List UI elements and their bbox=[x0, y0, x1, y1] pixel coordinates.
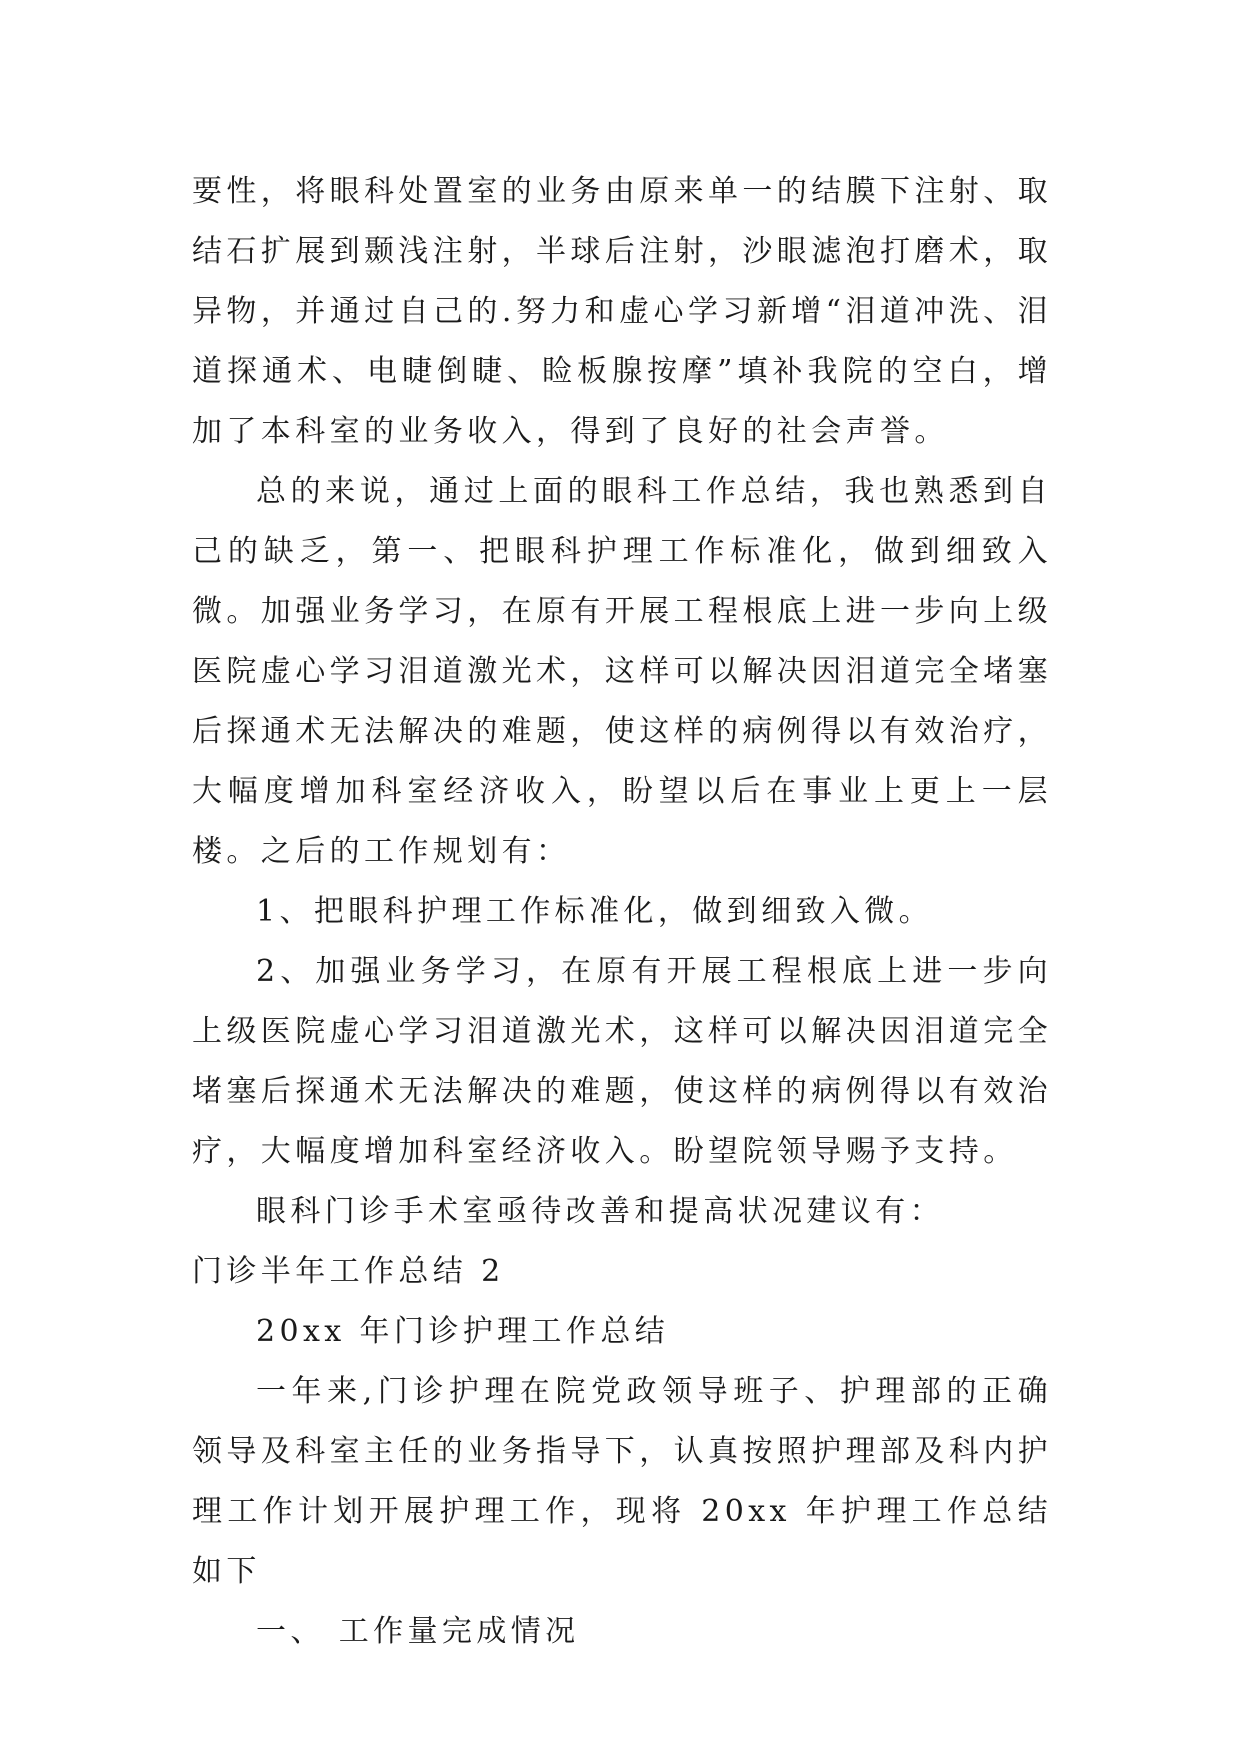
report-title: 20xx 年门诊护理工作总结 bbox=[256, 1314, 670, 1349]
document-page bbox=[192, 162, 1052, 1662]
paragraph-introduction: 一年来,门诊护理在院党政领导班子、护理部的正确领导及科室主任的业务指导下，认真按照护理部及科内护理工作计划开展护理工作，现将 20xx 年护理工作总结如下 bbox=[192, 1374, 1052, 1589]
plan-item-1: 1、把眼科护理工作标准化，做到细致入微。 bbox=[256, 894, 934, 929]
section-title: 门诊半年工作总结 2 bbox=[192, 1254, 505, 1289]
paragraph-eye-clinic-services: 要性，将眼科处置室的业务由原来单一的结膜下注射、取结石扩展到颞浅注射，半球后注射，沙眼滤泡打磨术，取异物，并通过自己的.努力和虚心学习新增“泪道冲洗、泪道探通术、电睫倒睫、睑板腺按摩”填补我院的空白，增加了本科室的业务收入，得到了良好的社会声誉。 bbox=[192, 174, 1052, 449]
paragraph-summary-and-plans: 总的来说，通过上面的眼科工作总结，我也熟悉到自己的缺乏，第一、把眼科护理工作标准化，做到细致入微。加强业务学习，在原有开展工程根底上进一步向上级医院虚心学习泪道激光术，这样可以解决因泪道完全堵塞后探通术无法解决的难题，使这样的病例得以有效治疗，大幅度增加科室经济收入，盼望以后在事业上更上一层楼。之后的工作规划有： bbox=[192, 474, 1052, 869]
plan-item-2: 2、加强业务学习，在原有开展工程根底上进一步向上级医院虚心学习泪道激光术，这样可以解决因泪道完全堵塞后探通术无法解决的难题，使这样的病例得以有效治疗，大幅度增加科室经济收入。盼望院领导赐予支持。 bbox=[192, 954, 1052, 1169]
paragraph-suggestions-heading: 眼科门诊手术室亟待改善和提高状况建议有： bbox=[256, 1194, 944, 1229]
heading-workload: 一、 工作量完成情况 bbox=[256, 1614, 580, 1649]
